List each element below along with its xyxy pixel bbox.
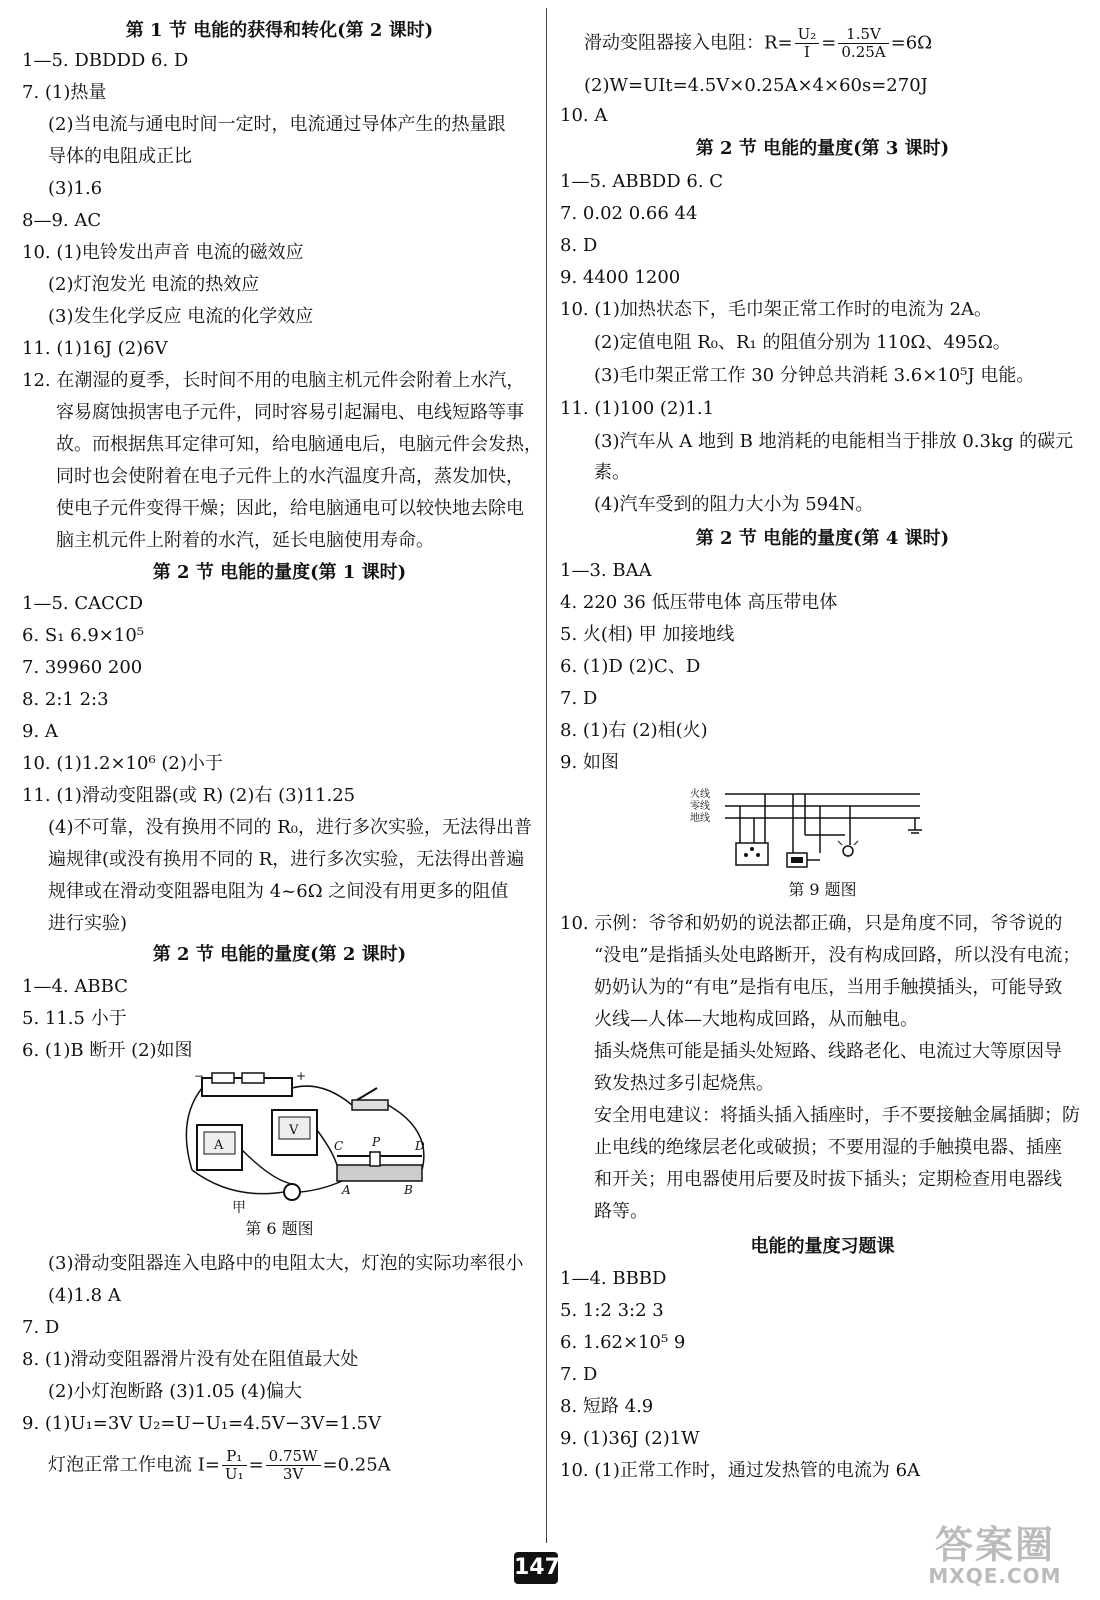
- column-divider: [546, 8, 547, 1543]
- answer-line: (2)W=UIt=4.5V×0.25A×4×60s=270J: [584, 75, 928, 96]
- section-title: 电能的量度习题课: [750, 1236, 895, 1257]
- answer-line: 10. 示例：爷爷和奶奶的说法都正确，只是角度不同，爷爷说的: [560, 913, 1063, 934]
- answer-line: 安全用电建议：将插头插入插座时，手不要接触金属插脚；防: [594, 1105, 1080, 1126]
- answer-line: 规律或在滑动变阻器电阻为 4~6Ω 之间没有用更多的阻值: [48, 881, 509, 902]
- answer-line: 5. 11.5 小于: [22, 1008, 127, 1029]
- answer-line: 6. 1.62×10⁵ 9: [560, 1332, 686, 1353]
- answer-line: (4)不可靠，没有换用不同的 R₀，进行多次实验，无法得出普: [48, 817, 532, 838]
- answer-line: 10. (1)电铃发出声音 电流的磁效应: [22, 242, 304, 263]
- answer-line: 素。: [594, 462, 630, 483]
- answer-line: 脑主机元件上附着的水汽，延长电脑使用寿命。: [56, 530, 434, 551]
- answer-line: 9. 4400 1200: [560, 267, 681, 288]
- fraction-u2-i: $\frac{\text{U₂}}{I}$: [795, 26, 820, 61]
- answer-line: 6. (1)B 断开 (2)如图: [22, 1040, 193, 1061]
- fraction-values: $\frac{0.75W}{3V}$: [266, 1448, 321, 1483]
- answer-line: 9. (1)U₁=3V U₂=U−U₁=4.5V−3V=1.5V: [22, 1413, 382, 1434]
- answer-line: 止电线的绝缘层老化或破损；不要用湿的手触摸电器、插座: [594, 1137, 1062, 1158]
- answer-line: (3)汽车从 A 地到 B 地消耗的电能相当于排放 0.3kg 的碳元: [594, 431, 1074, 452]
- answer-line: 1—3. BAA: [560, 560, 652, 581]
- figure-9-wiring: [690, 785, 930, 880]
- answer-line: 奶奶认为的“有电”是指有电压，当用手触摸插头，可能导致: [594, 977, 1063, 998]
- answer-line: 5. 火(相) 甲 加接地线: [560, 624, 735, 645]
- answer-line: 9. 如图: [560, 752, 619, 773]
- answer-line: 7. D: [22, 1317, 60, 1338]
- answer-line: 进行实验): [48, 913, 128, 934]
- answer-line: 10. (1)加热状态下，毛巾架正常工作时的电流为 2A。: [560, 299, 993, 320]
- answer-line: 10. (1)1.2×10⁶ (2)小于: [22, 753, 223, 774]
- label-B: B: [404, 1183, 413, 1197]
- answer-line: 插头烧焦可能是插头处短路、线路老化、电流过大等原因导: [594, 1041, 1062, 1062]
- answer-line: (2)定值电阻 R₀、R₁ 的阻值分别为 110Ω、495Ω。: [594, 332, 1011, 353]
- formula-line: 滑动变阻器接入电阻：R= $\frac{\text{U₂}}{I}$ = $\frac{1.5V}{0.25A}$ =6Ω: [584, 25, 933, 61]
- answer-line: (2)小灯泡断路 (3)1.05 (4)偏大: [48, 1381, 303, 1402]
- answer-line: 5. 1:2 3:2 3: [560, 1300, 664, 1321]
- answer-line: 1—5. DBDDD 6. D: [22, 50, 189, 71]
- watermark: 答案圈 MXQE.COM: [928, 1523, 1062, 1588]
- answer-line: 8. 短路 4.9: [560, 1396, 654, 1417]
- label-jia: 甲: [232, 1200, 246, 1215]
- label-C: C: [334, 1139, 344, 1153]
- answer-line: 1—5. CACCD: [22, 593, 144, 614]
- answer-line: 1—5. ABBDD 6. C: [560, 171, 724, 192]
- fraction-p1-u1: $\frac{\text{P₁}}{\text{U₁}}$: [222, 1448, 247, 1483]
- answer-line: 7. D: [560, 688, 598, 709]
- answer-line: 使电子元件变得干燥；因此，给电脑通电可以较快地去除电: [56, 498, 524, 519]
- answer-line: 路等。: [594, 1201, 648, 1222]
- answer-line: (2)当电流与通电时间一定时，电流通过导体产生的热量跟: [48, 114, 506, 135]
- figure-6-circuit: [172, 1070, 442, 1215]
- answer-line: (2)灯泡发光 电流的热效应: [48, 274, 260, 295]
- answer-line: (4)1.8 A: [48, 1285, 121, 1306]
- fire-line-label: 火线: [690, 789, 710, 800]
- answer-line: 6. S₁ 6.9×10⁵: [22, 625, 144, 646]
- ground-line-label: 地线: [690, 813, 710, 824]
- formula-prefix: 灯泡正常工作电流 I=: [48, 1454, 220, 1476]
- svg-text:V: V: [289, 1123, 299, 1138]
- label-D: D: [415, 1139, 425, 1153]
- section-title: 第 2 节 电能的量度(第 2 课时): [152, 944, 407, 965]
- section-title: 第 1 节 电能的获得和转化(第 2 课时): [125, 20, 434, 41]
- answer-line: 9. (1)36J (2)1W: [560, 1428, 700, 1449]
- answer-line: 4. 220 36 低压带电体 高压带电体: [560, 592, 838, 613]
- zero-line-label: 零线: [690, 801, 710, 812]
- answer-line: 致发热过多引起烧焦。: [594, 1073, 774, 1094]
- figure-9-caption: 第 9 题图: [788, 880, 857, 899]
- page-number: 147: [514, 1552, 558, 1584]
- svg-text:A: A: [214, 1138, 224, 1153]
- answer-line: 8. D: [560, 235, 598, 256]
- answer-line: (3)毛巾架正常工作 30 分钟总共消耗 3.6×10⁵J 电能。: [594, 365, 1035, 386]
- answer-line: 8. 2:1 2:3: [22, 689, 109, 710]
- answer-line: 7. D: [560, 1364, 598, 1385]
- answer-line: 容易腐蚀损害电子元件，同时容易引起漏电、电线短路等事: [56, 402, 524, 423]
- answer-line: 11. (1)100 (2)1.1: [560, 398, 715, 419]
- answer-line: 同时也会使附着在电子元件上的水汽温度升高，蒸发加快，: [56, 466, 524, 487]
- answer-line: 1—4. BBBD: [560, 1268, 667, 1289]
- answer-line: (3)1.6: [48, 178, 103, 199]
- answer-line: 7. (1)热量: [22, 82, 107, 103]
- answer-line: 12. 在潮湿的夏季，长时间不用的电脑主机元件会附着上水汽，: [22, 370, 525, 391]
- answer-line: (3)滑动变阻器连入电路中的电阻太大，灯泡的实际功率很小: [48, 1253, 524, 1274]
- answer-line: 10. A: [560, 105, 608, 126]
- answer-line: 7. 0.02 0.66 44: [560, 203, 698, 224]
- answer-line: 和开关；用电器使用后要及时拔下插头；定期检查用电器线: [594, 1169, 1062, 1190]
- section-title: 第 2 节 电能的量度(第 4 课时): [695, 528, 950, 549]
- answer-line: 遍规律(或没有换用不同的 R，进行多次实验，无法得出普遍: [48, 849, 525, 870]
- formula-line: 灯泡正常工作电流 I= $\frac{\text{P₁}}{\text{U₁}}$ = $\frac{0.75W}{3V}$ =0.25A: [48, 1447, 391, 1483]
- answer-line: 导体的电阻成正比: [48, 146, 192, 167]
- section-title: 第 2 节 电能的量度(第 1 课时): [152, 562, 407, 583]
- answer-line: (3)发生化学反应 电流的化学效应: [48, 306, 314, 327]
- answer-line: 8. (1)滑动变阻器滑片没有处在阻值最大处: [22, 1349, 359, 1370]
- answer-line: 9. A: [22, 721, 58, 742]
- answer-line: 11. (1)滑动变阻器(或 R) (2)右 (3)11.25: [22, 785, 356, 806]
- label-P: P: [372, 1135, 381, 1149]
- fraction-values: $\frac{1.5V}{0.25A}$: [838, 26, 888, 61]
- answer-line: 8—9. AC: [22, 210, 102, 231]
- label-A: A: [342, 1183, 351, 1197]
- answer-line: (4)汽车受到的阻力大小为 594N。: [594, 494, 874, 515]
- svg-text:−: −: [194, 1070, 205, 1083]
- figure-6-caption: 第 6 题图: [245, 1219, 314, 1238]
- answer-line: 6. (1)D (2)C、D: [560, 656, 701, 677]
- answer-line: “没电”是指插头处电路断开，没有构成回路，所以没有电流；: [594, 945, 1081, 966]
- answer-line: 1—4. ABBC: [22, 976, 128, 997]
- answer-line: 8. (1)右 (2)相(火): [560, 720, 708, 741]
- answer-line: 7. 39960 200: [22, 657, 143, 678]
- answer-line: 10. (1)正常工作时，通过发热管的电流为 6A: [560, 1460, 921, 1481]
- section-title: 第 2 节 电能的量度(第 3 课时): [695, 138, 950, 159]
- svg-text:+: +: [296, 1070, 307, 1083]
- answer-line: 故。而根据焦耳定律可知，给电脑通电后，电脑元件会发热，: [56, 434, 542, 455]
- answer-line: 11. (1)16J (2)6V: [22, 338, 168, 359]
- answer-line: 火线—人体—大地构成回路，从而触电。: [594, 1009, 918, 1030]
